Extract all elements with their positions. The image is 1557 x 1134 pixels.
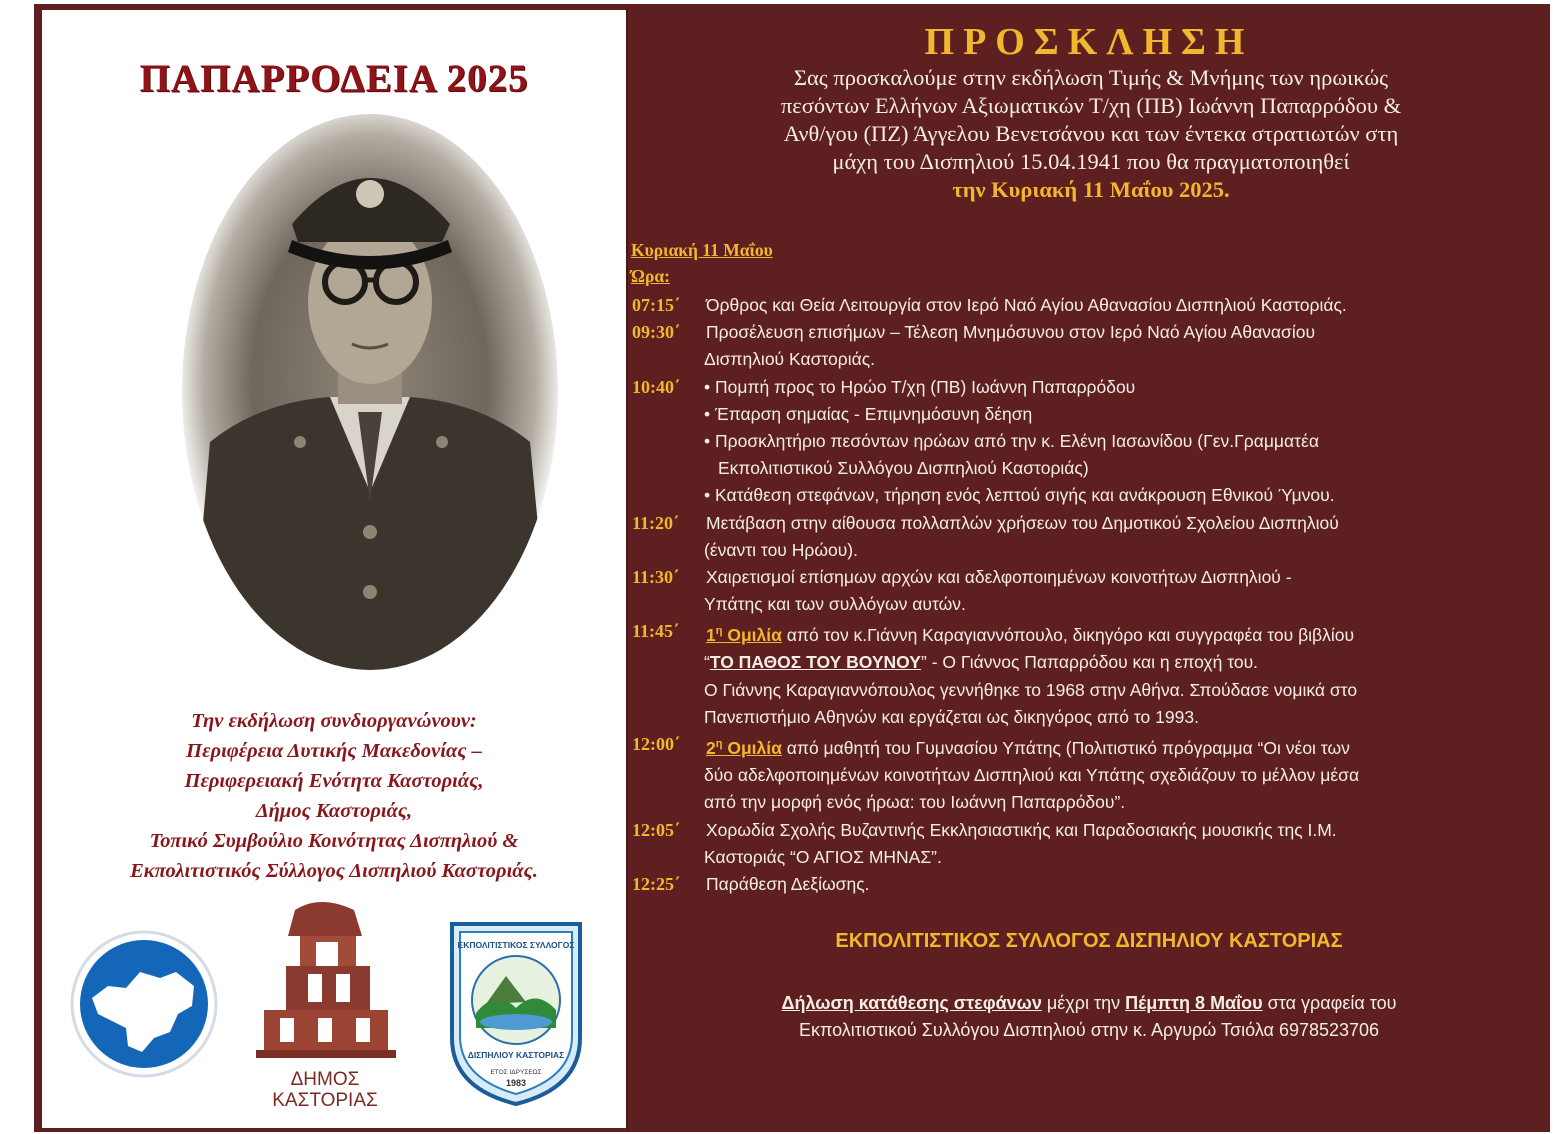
schedule-text: Υπάτης και των συλλόγων αυτών. (704, 594, 966, 615)
note-deadline: Πέμπτη 8 Μαΐου (1125, 993, 1263, 1013)
dimos-logo-text-2: ΚΑΣΤΟΡΙΑΣ (272, 1090, 378, 1111)
schedule-item (632, 817, 1542, 871)
schedule-text: Μετάβαση στην αίθουσα πολλαπλών χρήσεων του Δημοτικού Σχολείου Δισπηλιού (706, 512, 1339, 533)
schedule-text: Δισπηλιού Καστοριάς. (704, 349, 876, 370)
schedule-text: Πομπή προς το Ηρώο Τ/χη (ΠΒ) Ιωάννη Παπαρρόδου (715, 376, 1136, 397)
talk-2-label: $2^\eta$ Ομιλία (706, 737, 782, 758)
syllogos-arc-top: ΕΚΠΟΛΙΤΙΣΤΙΚΟΣ ΣΥΛΛΟΓΟΣ (457, 940, 575, 950)
dimos-logo-text-1: ΔΗΜΟΣ (290, 1069, 360, 1090)
schedule-text: $1^\eta$ Ομιλία από τον κ.Γιάννη Καραγιαννόπουλο, δικηγόρο και συγγραφέα του βιβλίου (706, 625, 1355, 646)
organizers-line: Δήμος Καστοριάς, (255, 800, 413, 822)
schedule-time: 11:45΄ (632, 621, 679, 642)
event-title: ΠΑΠΑΡΡΟΔΕΙΑ 2025 (139, 57, 529, 100)
schedule-item (632, 564, 1542, 618)
schedule-text: Ο Γιάννης Καραγιαννόπουλος γεννήθηκε το 1968 στην Αθήνα. Σπούδασε νομικά στο (704, 679, 1358, 700)
organizers-line: Τοπικό Συμβούλιο Κοινότητας Δισπηλιού & (149, 830, 519, 852)
schedule-item (632, 731, 1542, 816)
schedule-time: 09:30΄ (632, 322, 680, 343)
schedule-text: Χαιρετισμοί επίσημων αρχών και αδελφοποιημένων κοινοτήτων Δισπηλιού - (706, 567, 1292, 588)
dimos-kastorias-logo (250, 900, 400, 1112)
portrait-photo (180, 112, 560, 672)
association-name: ΕΚΠΟΛΙΤΙΣΤΙΚΟΣ ΣΥΛΛΟΓΟΣ ΔΙΣΠΗΛΙΟΥ ΚΑΣΤΟΡΙΑΣ (835, 930, 1343, 952)
book-title: ΤΟ ΠΑΘΟΣ ΤΟΥ ΒΟΥΝΟΥ (709, 652, 921, 673)
schedule-time: 11:20΄ (632, 512, 679, 533)
schedule-item (632, 618, 1542, 731)
organizers-line: Την εκδήλωση συνδιοργανώνουν: (191, 710, 477, 732)
invitation-date: την Κυριακή 11 Μαΐου 2025. (952, 177, 1230, 202)
schedule-item (632, 510, 1542, 564)
organizers-line: Εκπολιτιστικός Σύλλογος Δισπηλιού Καστοριάς. (130, 860, 538, 882)
schedule-text: Πανεπιστήμιο Αθηνών και εργάζεται ως δικηγόρος από το 1993. (704, 706, 1199, 727)
syllogos-founded-year: 1983 (505, 1078, 527, 1088)
schedule-bullet: • Προσκλητήριο πεσόντων ηρώων από την κ. Ελένη Ιασωνίδου (Γεν.Γραμματέα (704, 431, 1319, 452)
schedule-bullet: • Πομπή προς το Ηρώο Τ/χη (ΠΒ) Ιωάννη Παπαρρόδου (704, 376, 1136, 397)
schedule-time: 11:30΄ (632, 567, 679, 588)
region-logo (68, 928, 220, 1080)
panel-divider (626, 8, 628, 1130)
schedule-text: “ΤΟ ΠΑΘΟΣ ΤΟΥ ΒΟΥΝΟΥ” - Ο Γιάννος Παπαρρόδου και η εποχή του. (704, 652, 1259, 673)
schedule-item (632, 292, 1542, 319)
invitation-title: ΠΡΟΣΚΛΗΣΗ (924, 21, 1254, 63)
schedule-item (632, 871, 1542, 898)
schedule-item (632, 319, 1542, 373)
note-contact: Εκπολιτιστικού Συλλόγου Δισπηλιού στην κ. Αργυρώ Τσιόλα 6978523706 (798, 1020, 1380, 1040)
invitation-line: πεσόντων Ελλήνων Αξιωματικών Τ/χη (ΠΒ) Ιωάννη Παπαρρόδου & (780, 93, 1402, 118)
schedule-text: Καστοριάς “Ο ΑΓΙΟΣ ΜΗΝΑΣ”. (704, 846, 942, 867)
schedule-time: 07:15΄ (632, 295, 680, 315)
invitation-line: μάχη του Δισπηλιού 15.04.1941 που θα πραγματοποιηθεί (832, 149, 1350, 174)
syllogos-founded-label: ΕΤΟΣ ΙΔΡΥΣΕΩΣ (490, 1069, 542, 1076)
note-text: μέχρι την (1046, 993, 1121, 1013)
schedule-bullet: • Κατάθεση στεφάνων, τήρηση ενός λεπτού σιγής και ανάκρουση Εθνικού Ύμνου. (704, 485, 1335, 506)
wreath-registration-note (628, 990, 1550, 1044)
note-text: στα γραφεία του (1267, 993, 1397, 1013)
schedule-text: Έπαρση σημαίας - Επιμνημόσυνη δέηση (715, 403, 1033, 424)
schedule-text: (έναντι του Ηρώου). (704, 539, 858, 560)
organizers-line: Περιφερειακή Ενότητα Καστοριάς, (184, 770, 484, 792)
invitation-line: Ανθ/γου (ΠΖ) Άγγελου Βενετσάνου και των έντεκα στρατιωτών στη (783, 121, 1399, 146)
schedule-text: Κατάθεση στεφάνων, τήρηση ενός λεπτού σιγής και ανάκρουση Εθνικού Ύμνου. (715, 485, 1335, 506)
organizers-block (42, 706, 626, 886)
schedule-text: Χορωδία Σχολής Βυζαντινής Εκκλησιαστικής και Παραδοσιακής μουσικής της Ι.Μ. (706, 819, 1337, 840)
organizers-line: Περιφέρεια Δυτικής Μακεδονίας – (186, 740, 482, 762)
schedule-time: 10:40΄ (632, 376, 680, 397)
schedule-text: από την μορφή ενός ήρωα: του Ιωάννη Παπαρρόδου”. (704, 792, 1126, 813)
syllogos-logo (446, 918, 586, 1108)
schedule-time: 12:25΄ (632, 873, 680, 894)
invitation-body (632, 64, 1550, 204)
note-emphasis: Δήλωση κατάθεσης στεφάνων (781, 993, 1042, 1013)
schedule-item (632, 374, 1542, 510)
schedule-text: Παράθεση Δεξίωσης. (706, 873, 870, 894)
schedule-list (632, 292, 1542, 898)
schedule-text: $2^\eta$ Ομιλία από μαθητή του Γυμνασίου Υπάτης (Πολιτιστικό πρόγραμμα “Οι νέοι των (706, 737, 1350, 758)
schedule-time: 12:00΄ (632, 734, 680, 755)
schedule-text: Προσκλητήριο πεσόντων ηρώων από την κ. Ελένη Ιασωνίδου (Γεν.Γραμματέα (715, 431, 1319, 452)
invitation-line: Σας προσκαλούμε στην εκδήλωση Τιμής & Μνήμης των ηρωικώς (793, 65, 1389, 90)
schedule-text: Εκπολιτιστικού Συλλόγου Δισπηλιού Καστοριάς) (718, 458, 1089, 479)
schedule-text: Όρθρος και Θεία Λειτουργία στον Ιερό Ναό Αγίου Αθανασίου Δισπηλιού Καστοριάς. (706, 295, 1347, 315)
schedule-text: δύο αδελφοποιημένων κοινοτήτων Δισπηλιού και Υπάτης σχεδιάζουν το μέλλον μέσα (704, 765, 1360, 786)
schedule-time: 12:05΄ (632, 819, 680, 840)
syllogos-arc-bottom: ΔΙΣΠΗΛΙΟΥ ΚΑΣΤΟΡΙΑΣ (467, 1050, 565, 1060)
schedule-bullet: • Έπαρση σημαίας - Επιμνημόσυνη δέηση (704, 403, 1033, 424)
schedule-day-heading: Κυριακή 11 Μαΐου (631, 240, 773, 260)
schedule-time-heading: Ώρα: (631, 266, 670, 286)
schedule-text: Προσέλευση επισήμων – Τέλεση Μνημόσυνου στον Ιερό Ναό Αγίου Αθανασίου (706, 322, 1316, 343)
talk-1-label: $1^\eta$ Ομιλία (706, 625, 782, 646)
